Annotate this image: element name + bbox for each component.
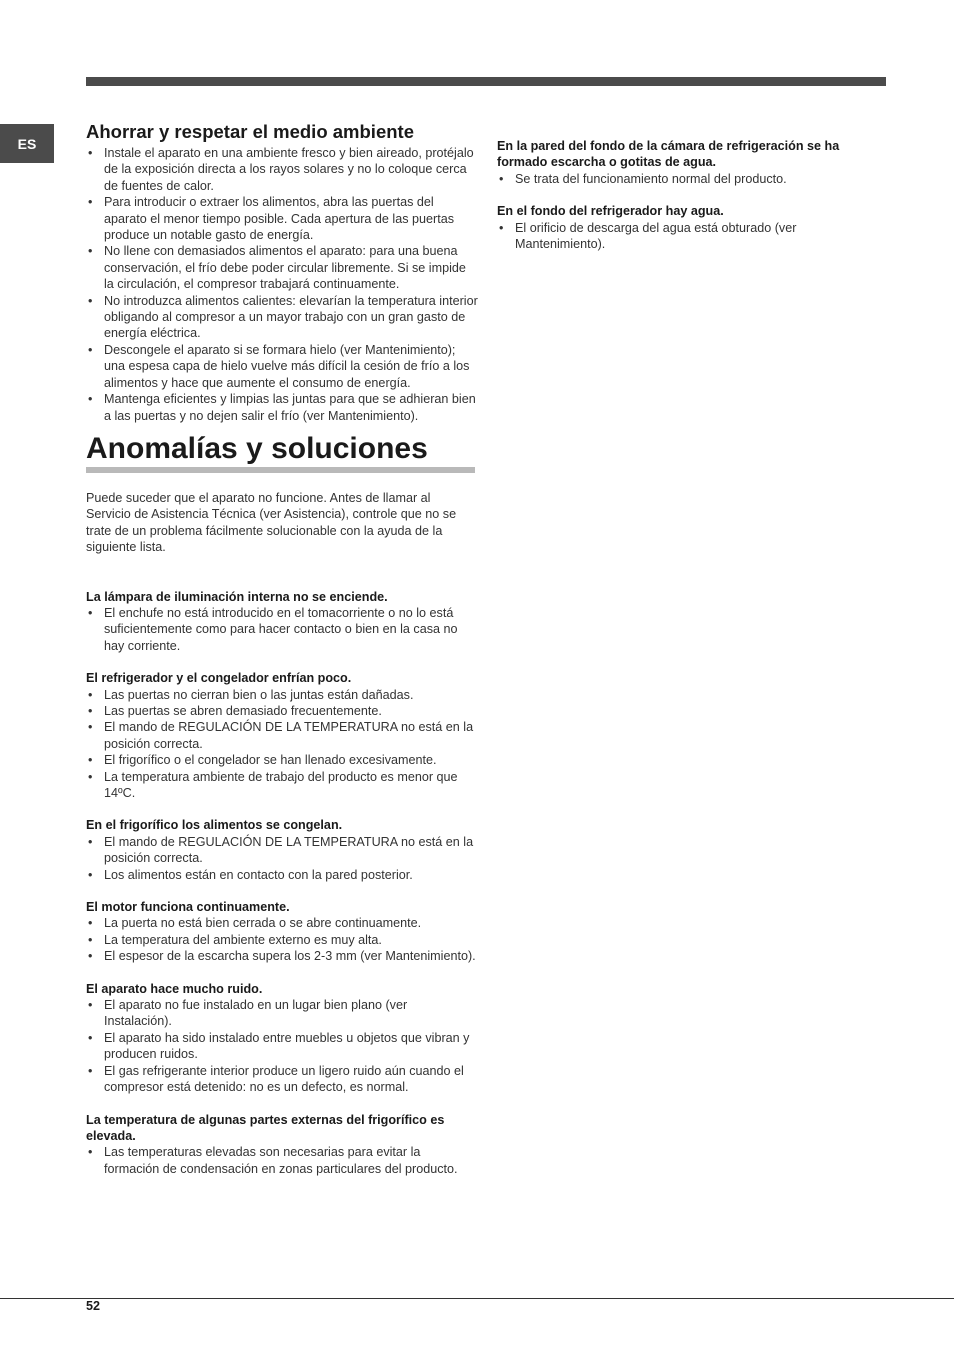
header-rule [86, 77, 886, 86]
problem-block [86, 1112, 478, 1178]
problem-block [86, 899, 478, 965]
problem-causes [497, 171, 877, 187]
problem-block [86, 817, 478, 883]
problem-causes [497, 220, 877, 253]
problem-block [497, 203, 877, 252]
left-column [86, 121, 478, 1177]
list-item: • Las puertas se abren demasiado frecuentemente. [86, 703, 478, 719]
language-tab: ES [0, 124, 54, 163]
page-number: 52 [86, 1299, 101, 1313]
list-item: • El aparato ha sido instalado entre muebles u objetos que vibran y producen ruidos. [86, 1030, 478, 1063]
list-item: • Las temperaturas elevadas son necesarias para evitar la formación de condensación en zonas particulares del producto. [86, 1144, 478, 1177]
list-item: • La temperatura del ambiente externo es muy alta. [86, 932, 478, 948]
list-item: • La temperatura ambiente de trabajo del producto es menor que 14ºC. [86, 769, 478, 802]
list-item: • No introduzca alimentos calientes: elevarían la temperatura interior obligando al compresor a un mayor trabajo con un gran gasto de energía eléctrica. [86, 293, 478, 342]
section-title-environment: Ahorrar y respetar el medio ambiente [86, 121, 414, 142]
problem-block [497, 138, 877, 187]
problem-title: El refrigerador y el congelador enfrían poco. [86, 671, 352, 686]
problem-block [86, 589, 478, 655]
problem-title: En el frigorífico los alimentos se congelan. [86, 818, 343, 833]
list-item: • El espesor de la escarcha supera los 2-3 mm (ver Mantenimiento). [86, 948, 478, 964]
section-title-troubleshooting: Anomalías y soluciones [86, 432, 475, 473]
list-item: • Los alimentos están en contacto con la pared posterior. [86, 867, 478, 883]
list-item: • El orificio de descarga del agua está obturado (ver Mantenimiento). [497, 220, 877, 253]
list-item: • Las puertas no cierran bien o las juntas están dañadas. [86, 687, 478, 703]
list-item: • El aparato no fue instalado en un lugar bien plano (ver Instalación). [86, 997, 478, 1030]
list-item: • El gas refrigerante interior produce un ligero ruido aún cuando el compresor está detenido: no es un defecto, es normal. [86, 1063, 478, 1096]
problem-title: La temperatura de algunas partes externas del frigorífico es elevada. [86, 1112, 445, 1143]
list-item: • El mando de REGULACIÓN DE LA TEMPERATURA no está en la posición correcta. [86, 834, 478, 867]
list-item: • Se trata del funcionamiento normal del producto. [497, 171, 877, 187]
problem-title: En la pared del fondo de la cámara de refrigeración se ha formado escarcha o gotitas de agua. [497, 139, 840, 170]
problem-title: El aparato hace mucho ruido. [86, 981, 263, 996]
list-item: • Descongele el aparato si se formara hielo (ver Mantenimiento); una espesa capa de hielo vuelve más difícil la cesión de frío a los alimentos y hace que aumente el consumo de energía. [86, 342, 478, 391]
list-item: • El frigorífico o el congelador se han llenado excesivamente. [86, 752, 478, 768]
list-item: • El enchufe no está introducido en el tomacorriente o no lo está suficientemente como para hacer contacto o bien en la casa no hay corriente. [86, 605, 478, 654]
problem-causes [86, 1144, 478, 1177]
problem-causes [86, 605, 478, 654]
problem-title: La lámpara de iluminación interna no se enciende. [86, 589, 388, 604]
list-item: • Instale el aparato en una ambiente fresco y bien aireado, protéjalo de la exposición directa a los rayos solares y no lo coloque cerca de fuentes de calor. [86, 145, 478, 194]
problem-block [86, 670, 478, 801]
list-item: • La puerta no está bien cerrada o se abre continuamente. [86, 915, 478, 931]
problem-causes [86, 997, 478, 1095]
problem-block [86, 981, 478, 1096]
problem-title: El motor funciona continuamente. [86, 900, 290, 915]
troubleshooting-intro: Puede suceder que el aparato no funcione. Antes de llamar al Servicio de Asistencia Técnica (ver Asistencia), controle que no se trate de un problema fácilmente solucionable con la ayuda de la siguiente lista. [86, 490, 457, 555]
problem-title: En el fondo del refrigerador hay agua. [497, 204, 724, 219]
footer-rule [0, 1298, 954, 1299]
list-item: • Para introducir o extraer los alimentos, abra las puertas del aparato el menor tiempo posible. Cada apertura de las puertas produce un notable gasto de energía. [86, 194, 478, 243]
list-item: • El mando de REGULACIÓN DE LA TEMPERATURA no está en la posición correcta. [86, 719, 478, 752]
list-item: • No llene con demasiados alimentos el aparato: para una buena conservación, el frío debe poder circular libremente. Si se impide la circulación, el compresor trabajará continuamente. [86, 243, 478, 292]
problem-causes [86, 834, 478, 883]
right-column [497, 138, 877, 252]
problem-causes [86, 915, 478, 964]
list-item: • Mantenga eficientes y limpias las juntas para que se adhieran bien a las puertas y no dejen salir el frío (ver Mantenimiento). [86, 391, 478, 424]
environment-list [86, 145, 478, 424]
problem-causes [86, 687, 478, 802]
